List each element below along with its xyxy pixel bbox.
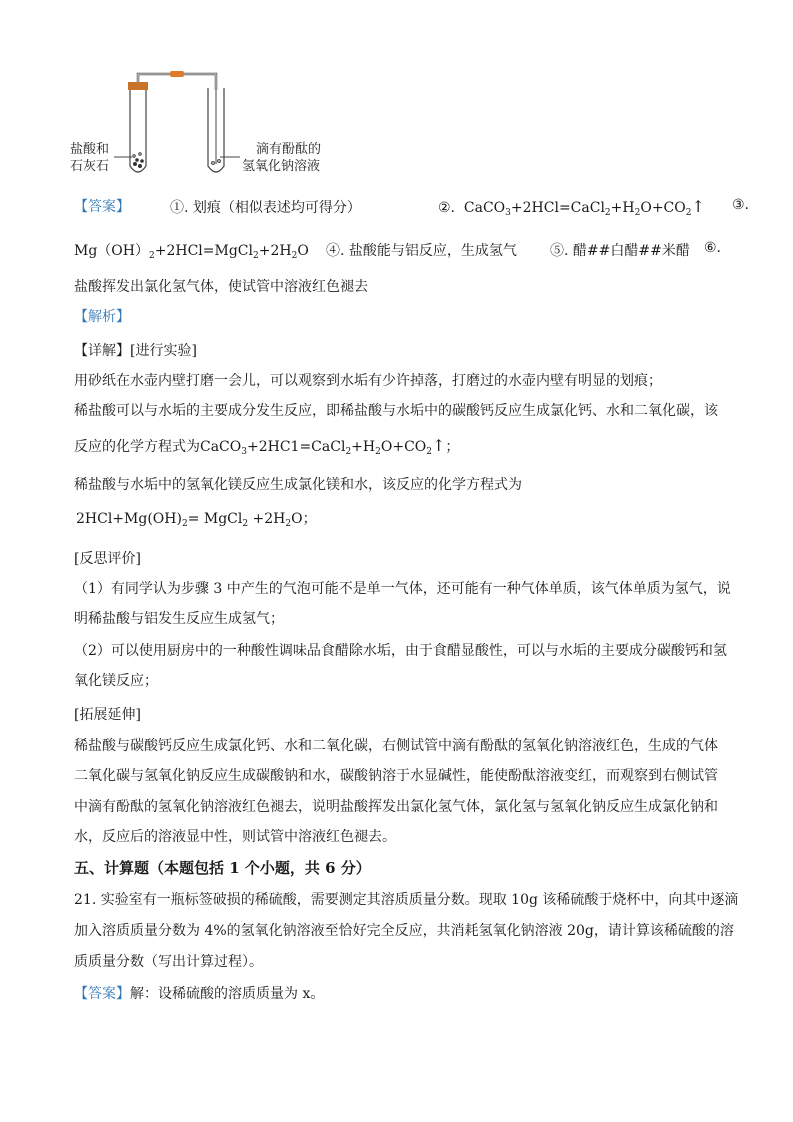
extend-line-3: 中滴有酚酞的氢氧化钠溶液红色褪去，说明盐酸挥发出氯化氢气体，氯化氢与氢氧化钠反应生成氯化钠和 bbox=[74, 799, 718, 815]
extend-heading: [拓展延伸] bbox=[74, 707, 141, 723]
reflect-heading: [反思评价] bbox=[74, 551, 141, 567]
reflect-2-line-b: 氧化镁反应； bbox=[74, 673, 158, 689]
answer-item-3-prefix: ③. bbox=[732, 197, 750, 213]
analysis-paragraph-2: 稀盐酸可以与水垢的主要成分发生反应，即稀盐酸与水垢中的碳酸钙反应生成氯化钙、水和二氧化碳，该 bbox=[74, 403, 718, 419]
question-21-line-c: 质质量分数（写出计算过程）。 bbox=[74, 954, 263, 970]
apparatus-figure bbox=[70, 60, 370, 190]
answer-tag: 【答案】 bbox=[74, 199, 130, 215]
extend-line-1: 稀盐酸与碳酸钙反应生成氯化钙、水和二氧化碳，右侧试管中滴有酚酞的氢氧化钠溶液红色，生成的气体 bbox=[74, 738, 718, 754]
answer-item-1: ①. 划痕（相似表述均可得分） bbox=[170, 200, 361, 216]
reflect-1-line-b: 明稀盐酸与铝发生反应生成氢气； bbox=[74, 611, 284, 627]
answer-item-4: ④. 盐酸能与铝反应，生成氢气 bbox=[326, 243, 517, 259]
answer-item-6-text: 盐酸挥发出氯化氢气体，使试管中溶液红色褪去 bbox=[74, 279, 368, 295]
section-5-heading: 五、计算题（本题包括 1 个小题，共 6 分） bbox=[74, 859, 371, 877]
question-21-answer-tag: 【答案】 bbox=[74, 986, 130, 1002]
question-21-answer-text: 解：设稀硫酸的溶质质量为 x。 bbox=[130, 986, 325, 1002]
right-tube-label-line1: 滴有酚酞的 bbox=[256, 142, 322, 157]
answer-line-1 bbox=[74, 196, 130, 216]
analysis-tag: 【解析】 bbox=[74, 309, 130, 325]
extend-line-4: 水，反应后的溶液显中性，则试管中溶液红色褪去。 bbox=[74, 829, 396, 845]
right-tube-label-line2: 氢氧化钠溶液 bbox=[242, 159, 321, 174]
answer-item-2: ②. $CaCO_3+2HCl=CaCl_2+H_2O+CO_2↑$ bbox=[438, 197, 705, 218]
analysis-paragraph-1: 用砂纸在水壶内壁打磨一会儿，可以观察到水垢有少许掉落，打磨过的水壶内壁有明显的划痕； bbox=[74, 373, 662, 389]
question-21-answer bbox=[74, 983, 324, 1003]
equation-mg-oh: $2HCl+Mg(OH)_2=$ MgCl$_2$ $+2H_2O$； bbox=[76, 511, 317, 529]
analysis-paragraph-3: 反应的化学方程式为$CaCO_3+2HC1=CaCl_2+H_2O+CO_2↑$； bbox=[74, 436, 460, 457]
extend-line-2: 二氧化碳与氢氧化钠反应生成碳酸钠和水，碳酸钠溶于水显碱性，能使酚酞溶液变红，而观察到右侧试管 bbox=[74, 768, 718, 784]
left-tube-label-line1: 盐酸和 bbox=[70, 142, 110, 157]
answer-item-5: ⑤. 醋##白醋##米醋 bbox=[550, 243, 690, 259]
reflect-1-line-a: （1）有同学认为步骤 3 中产生的气泡可能不是单一气体，还可能有一种气体单质，该气体单质为氢气，说 bbox=[74, 581, 731, 597]
analysis-p3-prefix: 反应的化学方程式为 bbox=[74, 439, 200, 455]
analysis-paragraph-4: 稀盐酸与水垢中的氢氧化镁反应生成氯化镁和水，该反应的化学方程式为 bbox=[74, 477, 522, 493]
reflect-2-line-a: （2）可以使用厨房中的一种酸性调味品食醋除水垢，由于食醋显酸性，可以与水垢的主要成分碳酸钙和氢 bbox=[74, 643, 727, 659]
question-21-line-b: 加入溶质质量分数为 4%的氢氧化钠溶液至恰好完全反应，共消耗氢氧化钠溶液 20g，请计算该稀硫酸的溶 bbox=[74, 923, 734, 939]
answer-item-6-prefix: ⑥. bbox=[704, 240, 722, 256]
question-21-line-a: 21. 实验室有一瓶标签破损的稀硫酸，需要测定其溶质质量分数。现取 10g 该稀硫酸于烧杯中，向其中逐滴 bbox=[74, 892, 739, 908]
detail-heading: 【详解】[进行实验] bbox=[74, 343, 197, 359]
answer-item-3-equation: $Mg(OH)_2+2HCl=MgCl_2+2H_2O$ bbox=[74, 243, 309, 261]
left-tube-label-line2: 石灰石 bbox=[70, 159, 110, 174]
test-tube-apparatus-diagram bbox=[70, 60, 370, 190]
answer-item-2-prefix: ②. bbox=[438, 200, 456, 216]
